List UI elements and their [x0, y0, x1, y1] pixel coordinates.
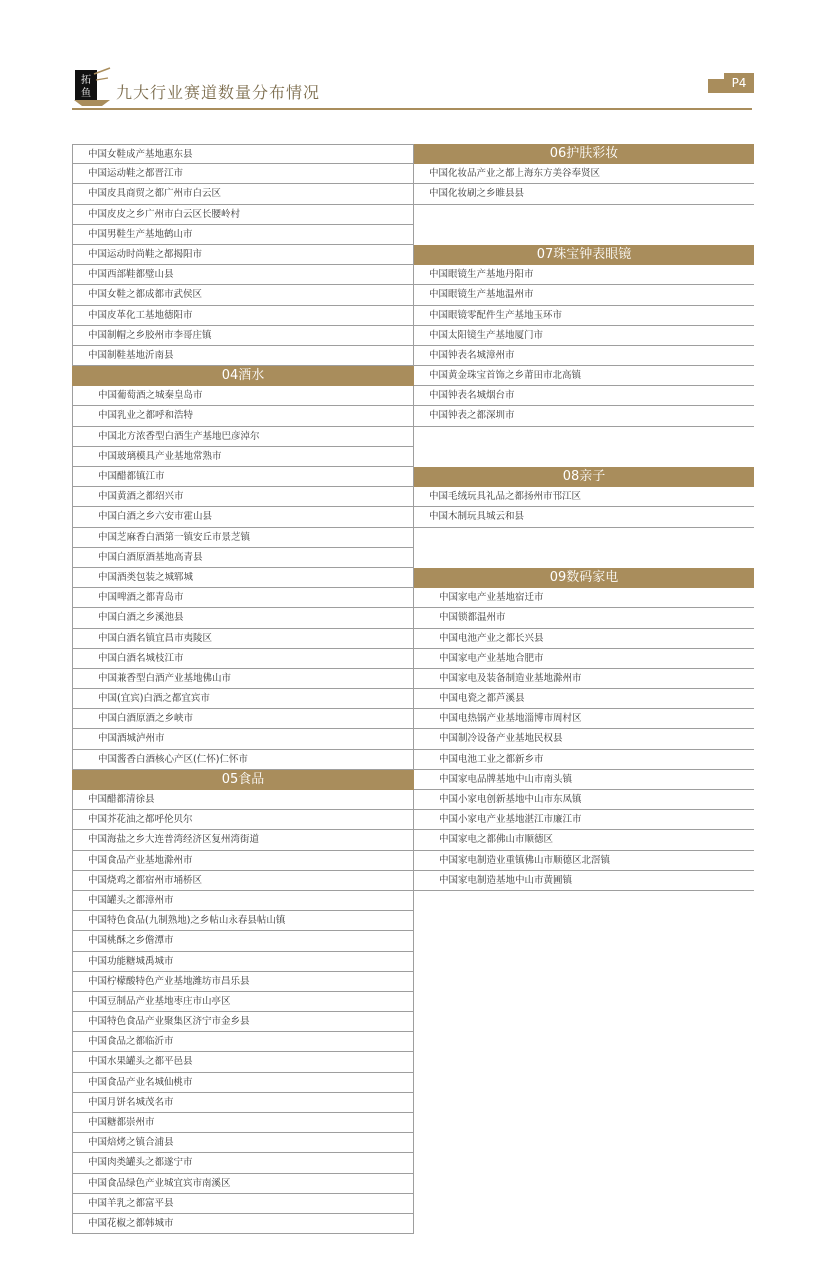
list-item: 中国制帽之乡胶州市李哥庄镇: [72, 326, 414, 346]
brand-logo: [72, 66, 114, 106]
list-item: 中国电池产业之都长兴县: [414, 629, 754, 649]
list-item: 中国家电及装备制造业基地滁州市: [414, 669, 754, 689]
list-item: 中国海盐之乡大连普湾经济区复州湾街道: [72, 830, 414, 850]
list-item: 中国芥花油之都呼伦贝尔: [72, 810, 414, 830]
list-item: 中国运动时尚鞋之都揭阳市: [72, 245, 414, 265]
list-item: 中国玻璃模具产业基地常熟市: [72, 447, 414, 467]
list-item: 中国醋都镇江市: [72, 467, 414, 487]
list-item: 中国家电产业基地宿迁市: [414, 588, 754, 608]
list-item: 中国葡萄酒之城秦皇岛市: [72, 386, 414, 406]
list-item: 中国电池工业之都新乡市: [414, 750, 754, 770]
list-item: 中国钟表名城烟台市: [414, 386, 754, 406]
list-item: 中国制鞋基地沂南县: [72, 346, 414, 366]
list-item: 中国家电制造基地中山市黄圃镇: [414, 871, 754, 891]
header-divider: [72, 108, 752, 110]
list-item: 中国白酒之乡溪池县: [72, 608, 414, 628]
list-item: 中国男鞋生产基地鹤山市: [72, 225, 414, 245]
list-item: 中国钟表名城漳州市: [414, 346, 754, 366]
list-item: 中国食品之都临沂市: [72, 1032, 414, 1052]
page-title: 九大行业赛道数量分布情况: [116, 83, 321, 102]
list-item: 中国毛绒玩具礼品之都扬州市邗江区: [414, 487, 754, 507]
section-heading-08: 08亲子: [414, 467, 754, 487]
list-item: 中国(宜宾)白酒之都宜宾市: [72, 689, 414, 709]
spacer: [414, 225, 754, 245]
list-item: 中国白酒名城枝江市: [72, 649, 414, 669]
list-item: 中国特色食品产业聚集区济宁市金乡县: [72, 1012, 414, 1032]
list-item: 中国家电品牌基地中山市南头镇: [414, 770, 754, 790]
list-item: 中国醋都清徐县: [72, 790, 414, 810]
list-item: 中国制冷设备产业基地民权县: [414, 729, 754, 749]
list-item: 中国眼镜生产基地温州市: [414, 285, 754, 305]
list-item: 中国钟表之都深圳市: [414, 406, 754, 426]
right-column: [414, 144, 754, 891]
svg-text:拓: 拓: [81, 75, 91, 86]
page-number: P4: [724, 73, 754, 93]
spacer: [414, 528, 754, 548]
list-item: 中国羊乳之都富平县: [72, 1194, 414, 1214]
list-item: 中国西部鞋都璧山县: [72, 265, 414, 285]
list-item: 中国乳业之都呼和浩特: [72, 406, 414, 426]
list-item: 中国女鞋成产基地惠东县: [72, 144, 414, 164]
list-item: 中国兼香型白酒产业基地佛山市: [72, 669, 414, 689]
list-item: 中国特色食品(九制熟地)之乡帖山永春县帖山镇: [72, 911, 414, 931]
spacer: [414, 427, 754, 447]
list-item: 中国皮具商贸之都广州市白云区: [72, 184, 414, 204]
section-heading-04: 04酒水: [72, 366, 414, 386]
list-item: 中国酒城泸州市: [72, 729, 414, 749]
svg-text:鱼: 鱼: [81, 88, 91, 99]
list-item: 中国糖都崇州市: [72, 1113, 414, 1133]
list-item: 中国酱香白酒核心产区(仁怀)仁怀市: [72, 750, 414, 770]
list-item: 中国运动鞋之都晋江市: [72, 164, 414, 184]
list-item: 中国小家电产业基地湛江市廉江市: [414, 810, 754, 830]
list-item: 中国化妆品产业之都上海东方美谷奉贤区: [414, 164, 754, 184]
list-item: 中国眼镜生产基地丹阳市: [414, 265, 754, 285]
list-item: 中国电热锅产业基地淄博市周村区: [414, 709, 754, 729]
list-item: 中国白酒原酒之乡峡市: [72, 709, 414, 729]
list-item: 中国烧鸡之都宿州市埇桥区: [72, 871, 414, 891]
list-item: 中国皮革化工基地德阳市: [72, 306, 414, 326]
list-item: 中国化妆刷之乡睢县县: [414, 184, 754, 204]
list-item: 中国皮皮之乡广州市白云区长腰岭村: [72, 205, 414, 225]
list-item: 中国芝麻香白酒第一镇安丘市景芝镇: [72, 528, 414, 548]
list-item: 中国柠檬酸特色产业基地潍坊市昌乐县: [72, 972, 414, 992]
list-item: 中国食品产业名城仙桃市: [72, 1073, 414, 1093]
spacer: [414, 205, 754, 225]
list-item: 中国小家电创新基地中山市东凤镇: [414, 790, 754, 810]
list-item: 中国太阳镜生产基地厦门市: [414, 326, 754, 346]
list-item: 中国木制玩具城云和县: [414, 507, 754, 527]
left-column: [72, 144, 414, 1234]
list-item: 中国食品绿色产业城宜宾市南溪区: [72, 1174, 414, 1194]
list-item: 中国酒类包装之城郓城: [72, 568, 414, 588]
spacer: [414, 447, 754, 467]
list-item: 中国女鞋之都成都市武侯区: [72, 285, 414, 305]
list-item: 中国白酒之乡六安市霍山县: [72, 507, 414, 527]
list-item: 中国食品产业基地滁州市: [72, 851, 414, 871]
section-heading-06: 06护肤彩妆: [414, 144, 754, 164]
list-item: 中国焙烤之镇合浦县: [72, 1133, 414, 1153]
list-item: 中国北方浓香型白酒生产基地巴彦淖尔: [72, 427, 414, 447]
list-item: 中国豆制品产业基地枣庄市山亭区: [72, 992, 414, 1012]
list-item: 中国黄酒之都绍兴市: [72, 487, 414, 507]
list-item: 中国电瓷之都芦溪县: [414, 689, 754, 709]
list-item: 中国白酒原酒基地高青县: [72, 548, 414, 568]
list-item: 中国家电制造业重镇佛山市顺德区北滘镇: [414, 851, 754, 871]
list-item: 中国眼镜零配件生产基地玉环市: [414, 306, 754, 326]
list-item: 中国花椒之都韩城市: [72, 1214, 414, 1234]
list-item: 中国白酒名镇宜昌市夷陵区: [72, 629, 414, 649]
list-item: 中国家电之都佛山市顺德区: [414, 830, 754, 850]
list-item: 中国月饼名城茂名市: [72, 1093, 414, 1113]
list-item: 中国肉类罐头之都遂宁市: [72, 1153, 414, 1173]
list-item: 中国桃酥之乡儋潭市: [72, 931, 414, 951]
section-heading-09: 09数码家电: [414, 568, 754, 588]
spacer: [414, 548, 754, 568]
list-item: 中国家电产业基地合肥市: [414, 649, 754, 669]
list-item: 中国功能糖城禹城市: [72, 952, 414, 972]
list-item: 中国啤酒之都青岛市: [72, 588, 414, 608]
list-item: 中国水果罐头之都平邑县: [72, 1052, 414, 1072]
list-item: 中国黄金珠宝首饰之乡莆田市北高镇: [414, 366, 754, 386]
list-item: 中国锁都温州市: [414, 608, 754, 628]
list-item: 中国罐头之都漳州市: [72, 891, 414, 911]
section-heading-05: 05食品: [72, 770, 414, 790]
section-heading-07: 07珠宝钟表眼镜: [414, 245, 754, 265]
page-header: [72, 66, 752, 110]
